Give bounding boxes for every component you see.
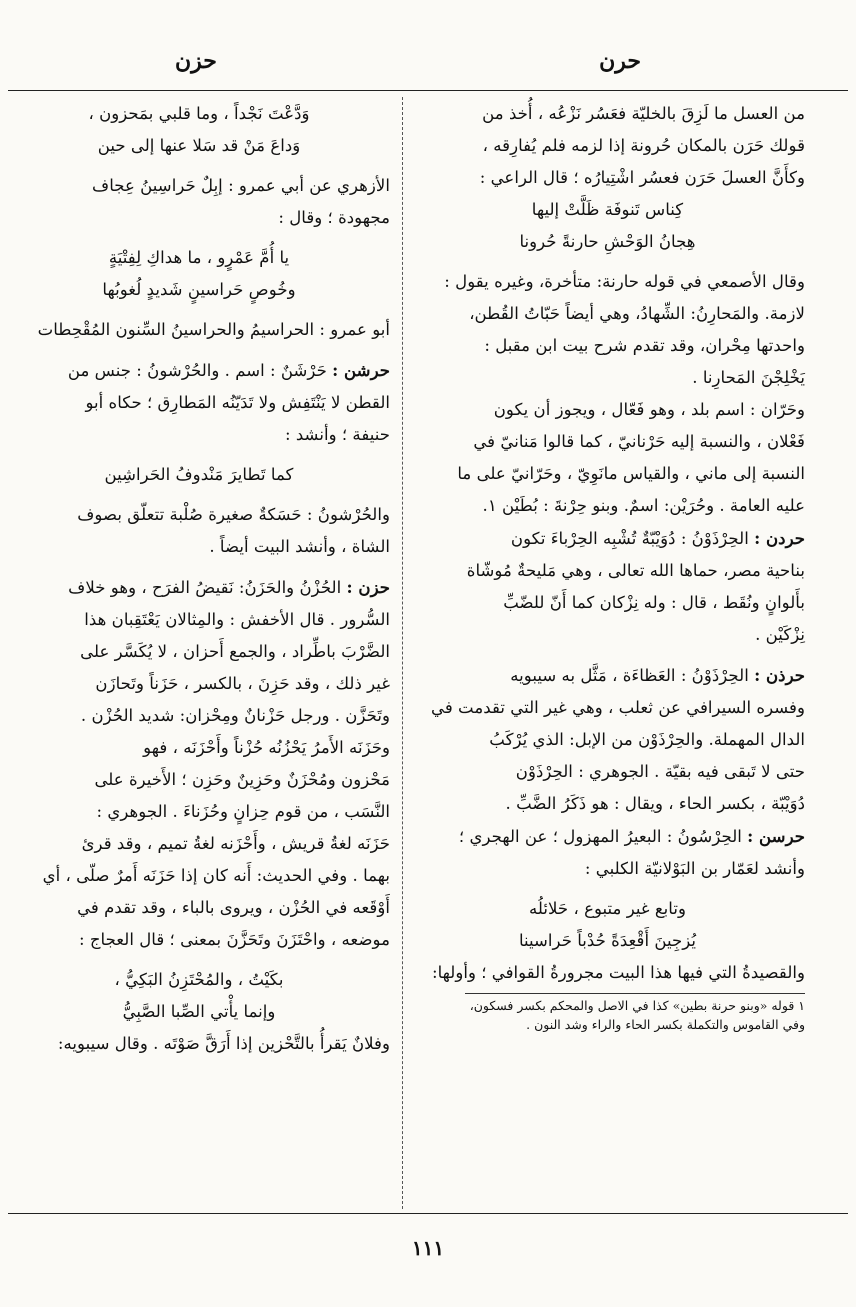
entry-hurzun [410,659,805,692]
header-left-word: حزن [175,48,217,74]
text-line: أبو عمرو : الحراسيمُ والحراسينُ السِّنون المُقْحِطات [37,320,390,339]
text-line: بأَلوانٍ ونُقَط ، قال : وله نِزْكان كما أَنّ للضّبِّ [503,593,805,612]
text-line: الشاة ، وأنشد البيت أيضاً . [209,537,390,556]
verse-line: بكَيْتُ ، والمُحْتَزِنُ البَكِيُّ ، [114,970,284,989]
left-column [8,98,390,1060]
text-line: واحدتها مِحْران، وقد تقدم شرح بيت ابن مقبل : [484,336,805,355]
text-line: الضَّرْبَ باطِّراد ، والجمع أَحزان ، لا يُكَسَّر على [80,642,390,661]
text-line: وحَزَنَه الأَمرُ يَحْزُنُه حُزْناً وأَحْزَنَه ، فهو [143,738,390,757]
text-line: فَعْلان ، والنسبة إليه حَرْنانيّ ، كما قالوا مَنانيّ في [473,432,805,451]
entry-huzn [8,571,390,604]
verse-line: كِناس تَنوفَة ظَلَّتْ إليها [531,200,684,219]
verse-line: وخُوصٍ حَراسينٍ شَديدٍ لُغوبُها [102,280,296,299]
text-line: غير ذلك ، وقد حَزِنَ ، بالكسر ، حَزَناً وتَحازَن [95,674,390,693]
top-rule [8,90,848,91]
column-divider [402,97,403,1209]
text-line: والقصيدةُ التي فيها هذا البيت مجرورةُ القوافي ؛ وأولها: [431,963,805,982]
text-line: موضعه ، واحْتَزَنَ وتَحَزَّنَ بمعنى ؛ قال العجاج : [78,930,390,949]
entry-hursun [410,820,805,853]
entry-hurdun [410,522,805,555]
footnote-rule [465,993,805,994]
text-line: الحِرْذَوْنُ : دُوَيْبّةٌ تُشْبِه الحِرْباءَ تكون [510,529,749,548]
verse-line: وَداعَ مَنْ قد سَلا عنها إلى حين [97,136,301,155]
header-right-word: حرن [599,48,641,74]
text-line: وفسره السيرافي عن ثعلب ، وهي غير التي تقدمت في [431,698,805,717]
entry-headword: حزن : [346,577,390,597]
text-line: لازمة. والمَحارِنُ: الشِّهادُ، وهي أيضاً حَبّاتُ القُطن، [469,304,805,323]
text-line: من العسل ما لَزِقَ بالخليّة فعَسُر نَزْعُه ، أُخذ من [482,104,805,123]
text-line: النَّسَب ، من قوم حِزانٍ وحُزَناءَ . الجوهري : [96,802,390,821]
text-line: الحِرْسُونُ : البعيرُ المهزول ؛ عن الهجري ؛ [458,827,742,846]
verse-line: يُزجِينَ أَقْعِدَةً حُدْباً حَراسينا [518,931,697,950]
text-line: دُوَيْبّة ، بكسر الحاء ، ويقال : هو ذَكَرُ الضَّبِّ . [505,794,805,813]
entry-headword: حرشن : [332,360,390,380]
entry-headword: حرسن : [747,826,805,846]
bottom-rule [8,1213,848,1214]
footnote: ١ قوله «وبنو حرنة بطين» كذا في الاصل والمحكم بكسر فسكون، [469,998,805,1013]
verse-line: وإنما يأْتي الصِّبا الصَّبِيُّ [122,1002,276,1021]
text-line: أَوْقَعه في الحُزْن ، ويروى بالباء ، وقد تقدم في [77,898,390,917]
text-line: والحُرْشونُ : حَسَكةٌ صغيرة صُلْبة تتعلّق بصوف [77,505,390,524]
verse-line: هِجانُ الوَحْشِ حارنةً حُرونا [519,232,696,251]
text-line: وفلانٌ يَقرأُ بالتَّحْزين إذا أَرَقَّ صَوْتَه . وقال سيبويه: [57,1034,390,1053]
text-line: مَحْزون ومُحْزَنٌ وحَزِينٌ وحَزِن ؛ الأَخيرة على [94,770,390,789]
text-line: حَزَنَه لغةُ قريش ، وأَحْزَنه لغةُ تميم ، وقد قرئ [81,834,390,853]
entry-headword: حرذن : [754,665,805,685]
text-line: وحَرّان : اسم بلد ، وهو فَعّال ، ويجوز أن يكون [493,400,805,419]
text-line: الحُزْنُ والحَزَنُ: نَقيضُ الفرَح ، وهو خلاف [68,578,342,597]
text-line: وأنشد لعَمّار بن البَوْلانيّة الكلبي : [584,859,805,878]
text-line: بناحية مصر، حماها الله تعالى ، وهي مَليحةٌ مُوشّاة [466,561,805,580]
text-line: القطن لا يَنْتَفِش ولا تَدَيّنُه المَطارِق ؛ حكاه أبو [85,393,390,412]
footnote: وفي القاموس والتكملة بكسر الحاء والراء وشد النون . [526,1017,805,1032]
verse-line: وتابع غير متبوع ، حَلائلُه [529,899,686,918]
verse-line: كما تَطايرَ مَنْدوفُ الحَراشِين [104,465,294,484]
text-line: الأزهري عن أبي عمرو : إبِلٌ حَراسِينُ عِجاف [92,176,390,195]
text-line: حتى لا تَبقى فيه بقيّة . الجوهري : الحِرْذَوْن [515,762,805,781]
text-line: وقال الأصمعي في قوله حارنة: متأخرة، وغيره يقول : [444,272,805,291]
text-line: حَرْشَنٌ : اسم . والحُرْشونُ : جنس من [67,361,327,380]
text-line: السُّرور . قال الأخفش : والمِثالان يَعْتَقِبان هذا [84,610,390,629]
text-line: يَخْلِجْنَ المَحارِنا . [692,368,805,387]
right-column [410,98,805,1034]
text-line: نِزْكَيْن . [755,625,805,644]
text-line: وكأَنَّ العسلَ حَرَن فعسُر اشْتِيارُه ؛ قال الراعي : [479,168,805,187]
text-line: النسبة إلى ماني ، والقياس مانَوِيّ ، وحَرّانيّ على ما [457,464,805,483]
verse-line: وَدَّعْتَ نَجْداً ، وما قلبي بمَحزون ، [88,104,310,123]
entry-headword: حردن : [754,528,805,548]
text-line: عليه العامة . وحُرَيْن: اسمٌ. وبنو حِرْنةَ : بُطَيْن ١. [482,496,805,515]
page-number: ١١١ [411,1236,445,1260]
text-line: مجهودة ؛ وقال : [278,208,390,227]
text-line: وتَحَزَّن . ورجل حَزْنانٌ ومِحْزان: شديد الحُزْن . [80,706,390,725]
text-line: الحِرْذَوْنُ : العَظاءَة ، مَثَّل به سيبويه [510,666,749,685]
text-line: الدال المهملة. والحِرْذَوْن من الإبل: الذي يُرْكَبُ [489,730,805,749]
entry-hurshun [8,354,390,387]
verse-line: يا أُمَّ عَمْرٍو ، ما هداكِ لِفِتْيَةٍ [108,248,290,267]
text-line: حنيفة ؛ وأنشد : [284,425,390,444]
text-line: قولك حَرَن بالمكان حُرونة إذا لزمه فلم يُفارِقه ، [482,136,805,155]
text-line: بهما . وفي الحديث: أَنه كان إذا حَزَنَه أَمرٌ صلّى ، أي [42,866,390,885]
